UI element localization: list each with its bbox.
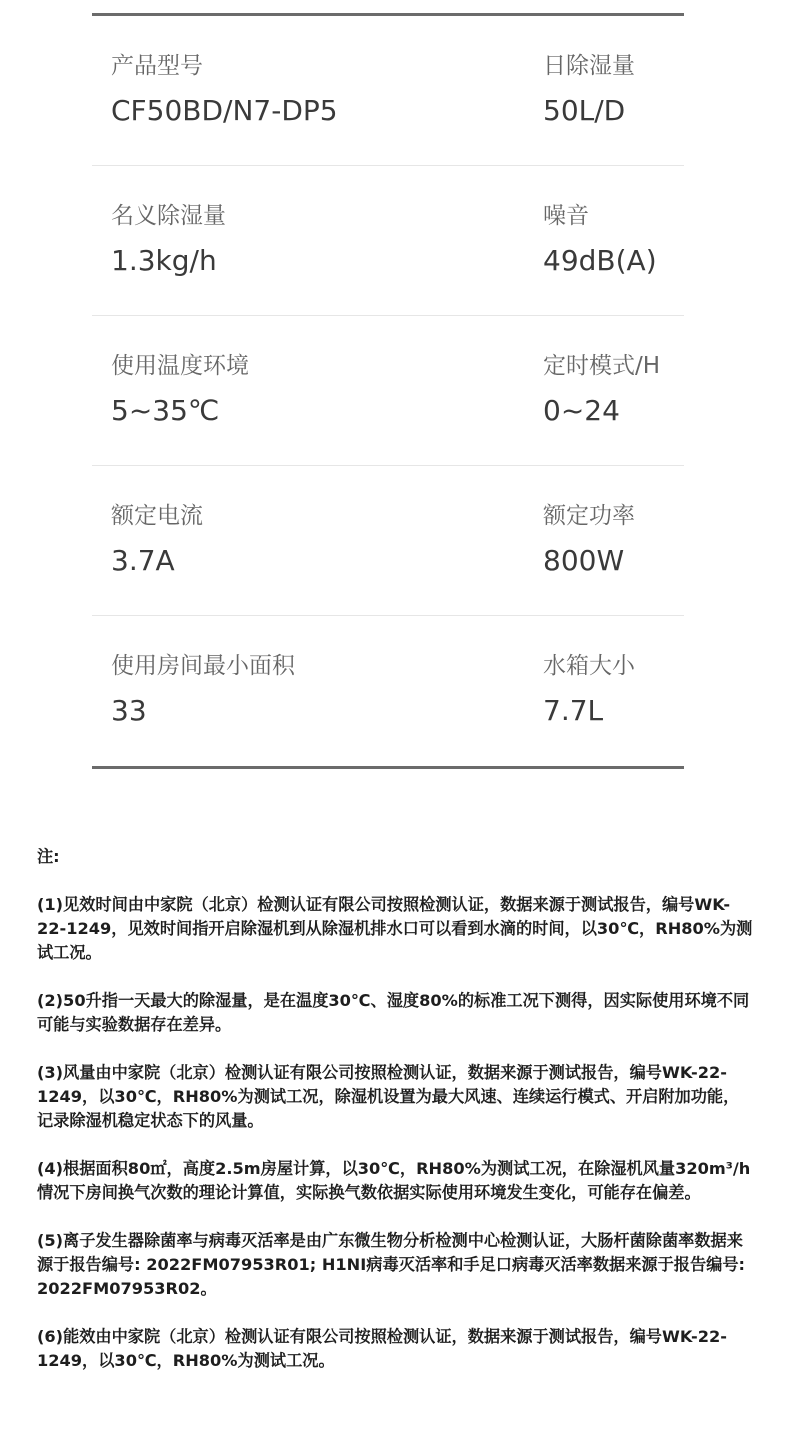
spec-row (92, 316, 684, 466)
spec-value: 33 (111, 694, 147, 727)
spec-cell-nominal-dehumidification (111, 200, 226, 280)
spec-value: 5~35℃ (111, 394, 220, 427)
spec-cell-daily-dehumidification (543, 50, 635, 130)
spec-value: 3.7A (111, 544, 175, 577)
note-item: (6)能效由中家院（北京）检测认证有限公司按照检测认证，数据来源于测试报告，编号WK-22-1249，以30℃，RH80%为测试工况。 (37, 1327, 727, 1370)
spec-label: 使用房间最小面积 (111, 653, 295, 679)
spec-cell-model (111, 50, 338, 130)
spec-value: 49dB(A) (543, 244, 657, 277)
spec-value: 0~24 (543, 394, 620, 427)
spec-cell-rated-current (111, 500, 203, 580)
note-item: (5)离子发生器除菌率与病毒灭活率是由广东微生物分析检测中心检测认证，大肠杆菌除菌率数据来源于报告编号: 2022FM07953R01; H1NI病毒灭活率和手足口病毒灭活率数据来源于报告编号: 2022FM07953R02。 (37, 1231, 746, 1298)
footnotes (37, 845, 753, 1397)
spec-table (92, 13, 684, 769)
spec-row (92, 166, 684, 316)
spec-value: 800W (543, 544, 625, 577)
notes-title: 注: (37, 847, 60, 866)
spec-label: 额定电流 (111, 503, 203, 529)
spec-label: 日除湿量 (543, 53, 635, 79)
spec-cell-timer-mode (543, 350, 660, 430)
spec-label: 使用温度环境 (111, 353, 249, 379)
spec-value: 1.3kg/h (111, 244, 217, 277)
spec-label: 水箱大小 (543, 653, 635, 679)
note-item: (3)风量由中家院（北京）检测认证有限公司按照检测认证，数据来源于测试报告，编号WK-22-1249，以30℃，RH80%为测试工况，除湿机设置为最大风速、连续运行模式、开启附加功能，记录除湿机稳定状态下的风量。 (37, 1063, 740, 1130)
spec-label: 产品型号 (111, 53, 203, 79)
spec-label: 名义除湿量 (111, 203, 226, 229)
spec-cell-noise (543, 200, 657, 280)
spec-label: 噪音 (543, 203, 589, 229)
spec-row (92, 466, 684, 616)
note-item: (4)根据面积80㎡，高度2.5m房屋计算，以30℃，RH80%为测试工况，在除湿机风量320m³/h情况下房间换气次数的理论计算值，实际换气数依据实际使用环境发生变化，可能存在偏差。 (37, 1159, 751, 1202)
spec-value: 50L/D (543, 94, 626, 127)
spec-label: 定时模式/H (543, 353, 661, 379)
spec-label: 额定功率 (543, 503, 635, 529)
spec-value: CF50BD/N7-DP5 (111, 94, 338, 127)
spec-cell-rated-power (543, 500, 635, 580)
note-item: (1)见效时间由中家院（北京）检测认证有限公司按照检测认证，数据来源于测试报告，编号WK-22-1249，见效时间指开启除湿机到从除湿机排水口可以看到水滴的时间，以30℃，RH80%为测试工况。 (37, 895, 753, 962)
note-item: (2)50升指一天最大的除湿量，是在温度30℃、湿度80%的标准工况下测得，因实际使用环境不同可能与实验数据存在差异。 (37, 991, 750, 1034)
spec-value: 7.7L (543, 694, 604, 727)
spec-cell-min-room-area (111, 650, 295, 730)
spec-row (92, 616, 684, 766)
spec-cell-operating-temperature (111, 350, 249, 430)
spec-cell-tank-size (543, 650, 635, 730)
spec-row (92, 16, 684, 166)
